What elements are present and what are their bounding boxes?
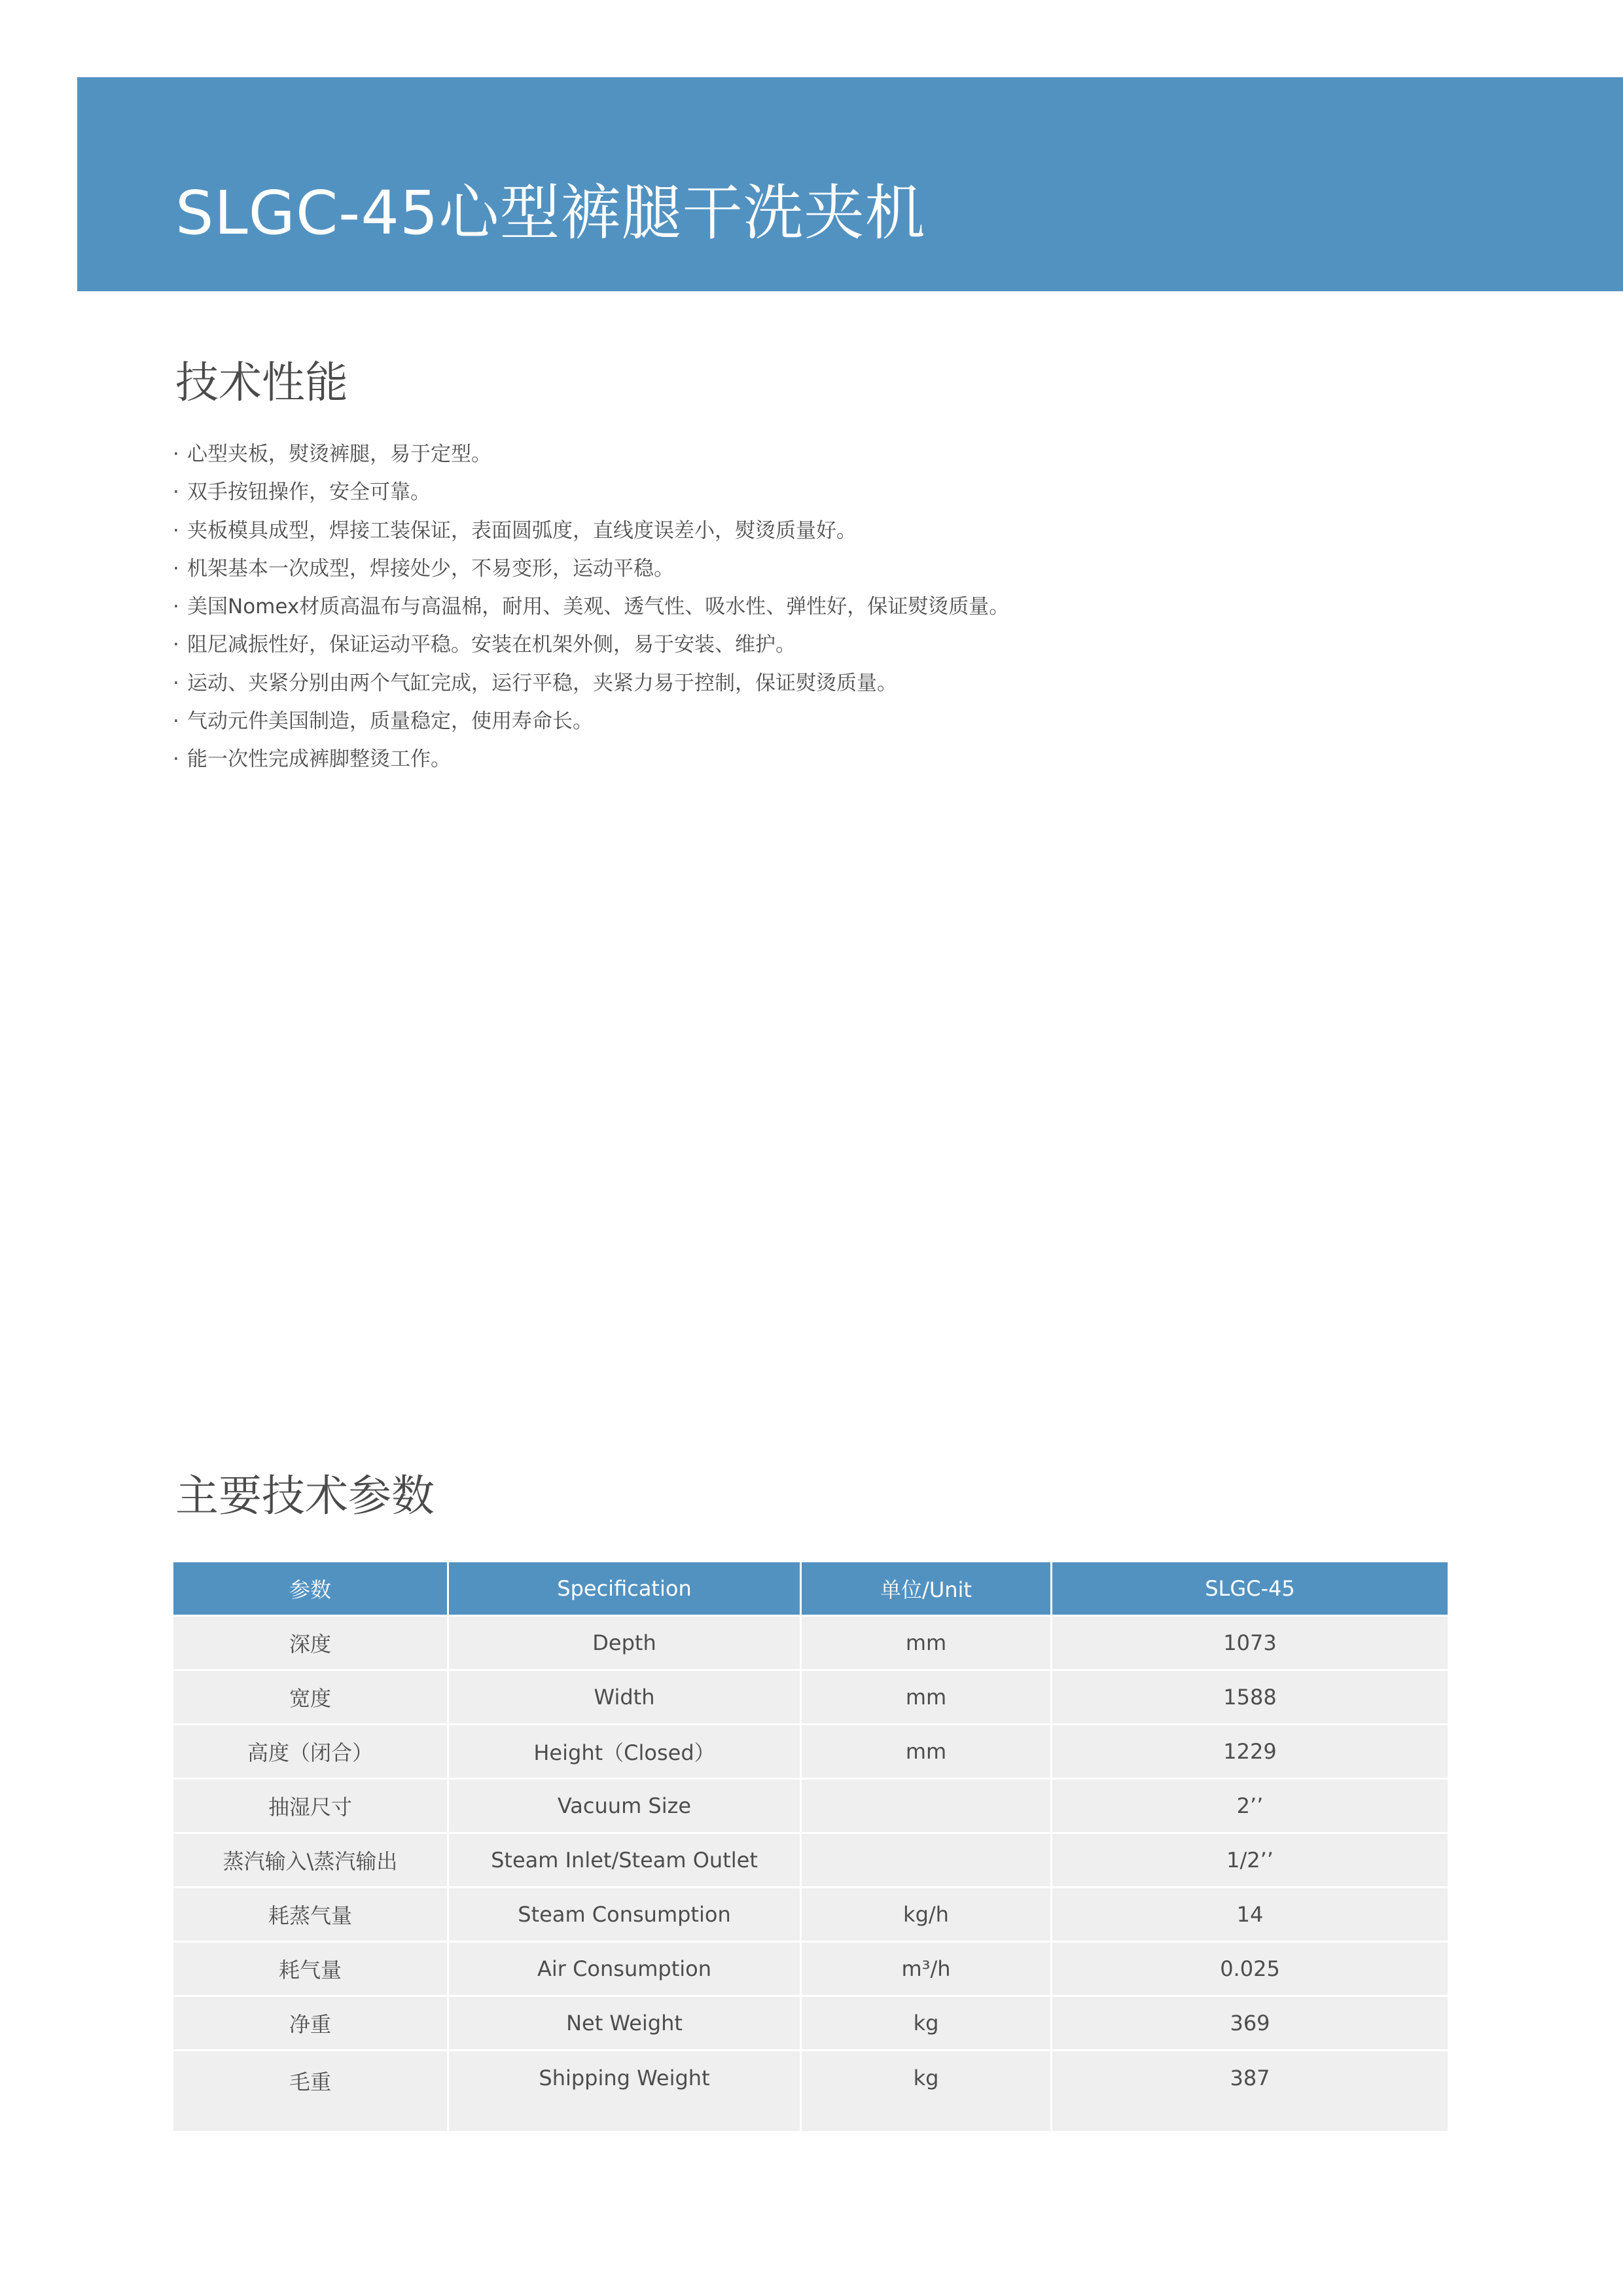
cell-value: 387 [1052, 2051, 1448, 2133]
column-header-param: 参数 [173, 1562, 449, 1617]
feature-text: 气动元件美国制造，质量稳定，使用寿命长。 [187, 709, 593, 734]
feature-item [173, 664, 1009, 702]
cell-unit [802, 1834, 1052, 1888]
table-header-row [173, 1562, 1448, 1617]
feature-item [173, 435, 1009, 473]
bullet-icon: · [173, 671, 179, 695]
cell-param: 毛重 [173, 2051, 449, 2133]
cell-value: 1/2’’ [1052, 1834, 1448, 1888]
bullet-icon: · [173, 709, 179, 734]
cell-unit: kg [802, 2051, 1052, 2133]
feature-item [173, 512, 1009, 550]
feature-text: 美国Nomex材质高温布与高温棉，耐用、美观、透气性、吸水性、弹性好，保证熨烫质量。 [187, 595, 1010, 619]
cell-unit: mm [802, 1725, 1052, 1780]
bullet-icon: · [173, 518, 179, 543]
cell-value: 1229 [1052, 1725, 1448, 1780]
table-row [173, 1997, 1448, 2051]
features-section-title: 技术性能 [175, 357, 348, 408]
feature-item [173, 626, 1009, 664]
feature-item [173, 740, 1009, 778]
table-row [173, 1943, 1448, 1997]
cell-spec: Vacuum Size [449, 1780, 802, 1834]
column-header-model: SLGC-45 [1052, 1562, 1448, 1617]
cell-unit: mm [802, 1617, 1052, 1671]
column-header-specification: Specification [449, 1562, 802, 1617]
bullet-icon: · [173, 633, 179, 657]
feature-item [173, 550, 1009, 588]
cell-unit [802, 1780, 1052, 1834]
cell-spec: Steam Inlet/Steam Outlet [449, 1834, 802, 1888]
cell-param: 高度（闭合） [173, 1725, 449, 1780]
bullet-icon: · [173, 747, 179, 772]
cell-param: 净重 [173, 1997, 449, 2051]
cell-unit: m³/h [802, 1943, 1052, 1997]
specs-section-title: 主要技术参数 [175, 1471, 435, 1521]
feature-item [173, 588, 1009, 626]
cell-param: 耗蒸气量 [173, 1888, 449, 1943]
cell-spec: Shipping Weight [449, 2051, 802, 2133]
table-row [173, 1671, 1448, 1725]
feature-text: 阻尼减振性好，保证运动平稳。安装在机架外侧，易于安装、维护。 [187, 633, 796, 657]
cell-unit: mm [802, 1671, 1052, 1725]
cell-spec: Depth [449, 1617, 802, 1671]
cell-unit: kg/h [802, 1888, 1052, 1943]
table-row [173, 1888, 1448, 1943]
bullet-icon: · [173, 442, 179, 466]
spec-table [173, 1562, 1448, 2133]
feature-text: 机架基本一次成型，焊接处少，不易变形，运动平稳。 [187, 556, 674, 581]
feature-text: 能一次性完成裤脚整烫工作。 [187, 747, 451, 772]
cell-value: 1588 [1052, 1671, 1448, 1725]
feature-item [173, 473, 1009, 511]
cell-value: 2’’ [1052, 1780, 1448, 1834]
column-header-unit: 单位/Unit [802, 1562, 1052, 1617]
feature-item [173, 702, 1009, 740]
table-row [173, 1725, 1448, 1780]
cell-param: 深度 [173, 1617, 449, 1671]
cell-value: 369 [1052, 1997, 1448, 2051]
bullet-icon: · [173, 595, 179, 619]
cell-value: 1073 [1052, 1617, 1448, 1671]
cell-param: 蒸汽输入\蒸汽输出 [173, 1834, 449, 1888]
table-row [173, 1617, 1448, 1671]
cell-param: 宽度 [173, 1671, 449, 1725]
cell-spec: Steam Consumption [449, 1888, 802, 1943]
cell-spec: Width [449, 1671, 802, 1725]
cell-param: 耗气量 [173, 1943, 449, 1997]
feature-text: 心型夹板，熨烫裤腿，易于定型。 [187, 442, 491, 466]
feature-text: 双手按钮操作，安全可靠。 [187, 480, 431, 505]
features-list [173, 435, 1009, 779]
cell-spec: Net Weight [449, 1997, 802, 2051]
cell-value: 0.025 [1052, 1943, 1448, 1997]
cell-value: 14 [1052, 1888, 1448, 1943]
bullet-icon: · [173, 480, 179, 505]
cell-unit: kg [802, 1997, 1052, 2051]
table-row [173, 2051, 1448, 2133]
feature-text: 夹板模具成型，焊接工装保证，表面圆弧度，直线度误差小，熨烫质量好。 [187, 518, 857, 543]
cell-spec: Height（Closed） [449, 1725, 802, 1780]
cell-param: 抽湿尺寸 [173, 1780, 449, 1834]
table-row [173, 1780, 1448, 1834]
feature-text: 运动、夹紧分别由两个气缸完成，运行平稳，夹紧力易于控制，保证熨烫质量。 [187, 671, 897, 695]
page-title: SLGC-45心型裤腿干洗夹机 [175, 177, 926, 248]
table-row [173, 1834, 1448, 1888]
cell-spec: Air Consumption [449, 1943, 802, 1997]
bullet-icon: · [173, 556, 179, 581]
